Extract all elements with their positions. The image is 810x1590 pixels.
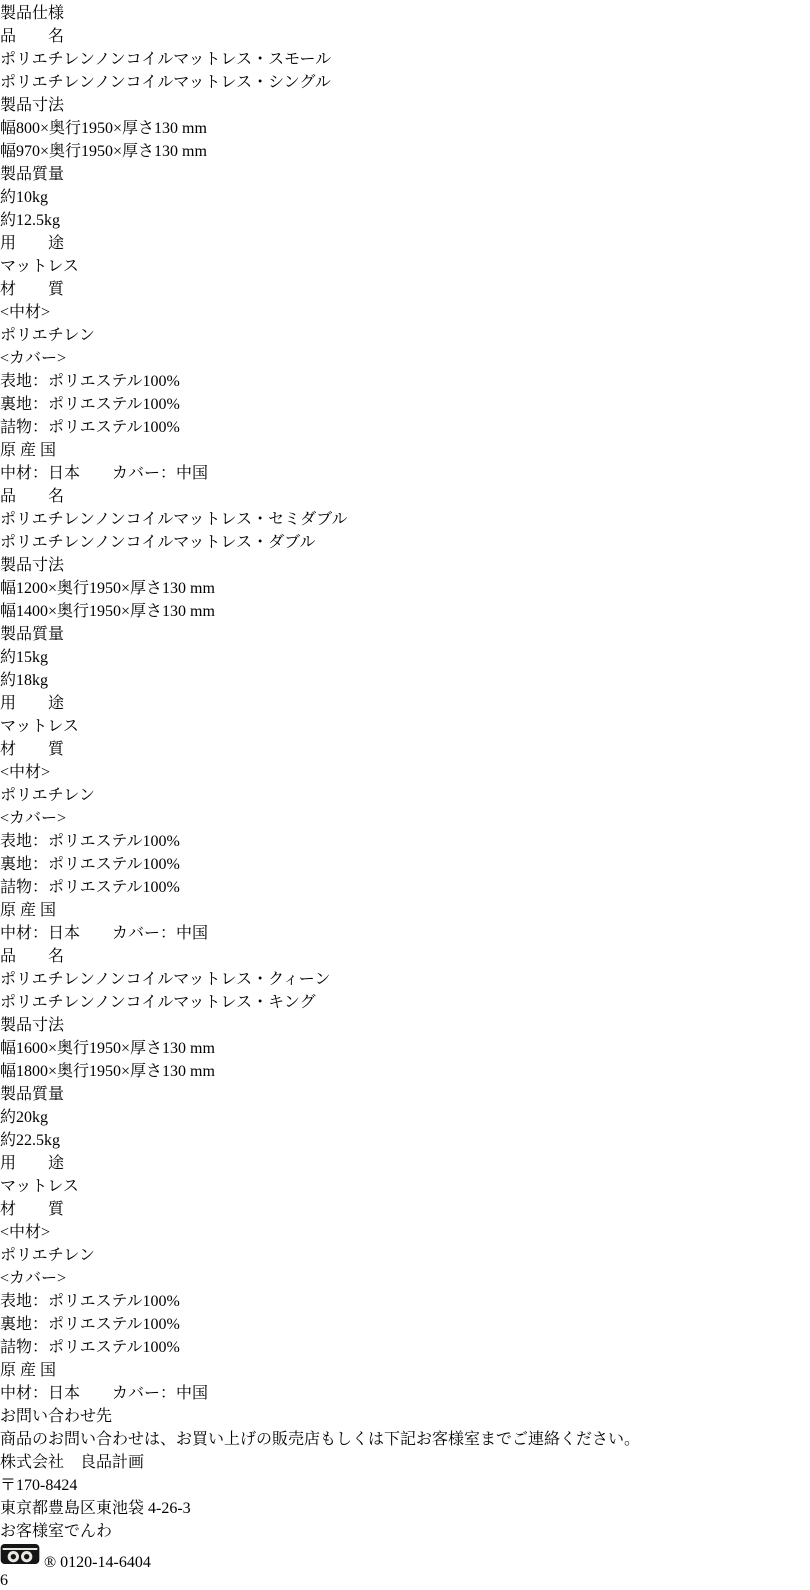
weight-right: 約18kg [0, 672, 49, 689]
material-cover-line: 詰物：ポリエステル100% [0, 1339, 180, 1356]
table-row-weight [0, 1081, 810, 1150]
table-row-name [0, 943, 810, 1012]
material-cell [0, 299, 810, 437]
material-cover-line: 裏地：ポリエステル100% [0, 396, 180, 413]
postal-code: 〒170-8424 [0, 1477, 78, 1494]
material-core-value: ポリエチレン [0, 1247, 95, 1264]
material-cover-line: 裏地：ポリエステル100% [0, 1316, 180, 1333]
company-address: 東京都豊島区東池袋 4-26-3 [0, 1500, 191, 1517]
row-label: 製品寸法 [0, 97, 65, 114]
customer-phone-box [0, 1518, 810, 1572]
row-label: 品 名 [0, 948, 65, 965]
product-name-left: ポリエチレンノンコイルマットレス・セミダブル [0, 511, 348, 528]
row-label: 材 質 [0, 281, 65, 298]
weight-right: 約12.5kg [0, 212, 61, 229]
table-row-origin [0, 897, 810, 943]
spec-table-semidouble-double [0, 483, 810, 943]
dimensions-left: 幅1200×奥行1950×厚さ130 mm [0, 580, 215, 597]
dimensions-right: 幅970×奥行1950×厚さ130 mm [0, 143, 207, 160]
company-block [0, 1449, 810, 1518]
contact-heading: お問い合わせ先 [0, 1408, 113, 1425]
row-label: 原 産 国 [0, 1362, 57, 1379]
material-core-title: <中材> [0, 1224, 51, 1241]
product-name-left: ポリエチレンノンコイルマットレス・クィーン [0, 971, 331, 988]
usage-value: マットレス [0, 258, 79, 275]
table-row-name [0, 23, 810, 92]
material-core [0, 299, 810, 345]
row-label: 製品寸法 [0, 1017, 65, 1034]
phone-number: 0120-14-6404 [60, 1554, 151, 1571]
material-core [0, 1219, 810, 1265]
table-row-name [0, 483, 810, 552]
weight-left: 約15kg [0, 649, 49, 666]
dimensions-right: 幅1800×奥行1950×厚さ130 mm [0, 1063, 215, 1080]
row-label: 用 途 [0, 1155, 65, 1172]
row-label: 原 産 国 [0, 902, 57, 919]
freedial-icon [0, 1554, 44, 1571]
material-cover-line: 表地：ポリエステル100% [0, 833, 180, 850]
dimensions-left: 幅1600×奥行1950×厚さ130 mm [0, 1040, 215, 1057]
table-row-usage [0, 230, 810, 276]
material-cover [0, 345, 810, 437]
material-cover-title: <カバー> [0, 350, 67, 367]
row-label: 用 途 [0, 235, 65, 252]
table-row-usage [0, 1150, 810, 1196]
dimensions-left: 幅800×奥行1950×厚さ130 mm [0, 120, 207, 137]
spec-table-queen-king [0, 943, 810, 1403]
row-label: 材 質 [0, 741, 65, 758]
material-cell [0, 1219, 810, 1357]
material-core [0, 759, 810, 805]
origin-value: 中材：日本 カバー：中国 [0, 925, 209, 942]
product-name-right: ポリエチレンノンコイルマットレス・ダブル [0, 534, 316, 551]
registered-mark: ® [44, 1554, 57, 1571]
material-cover-line: 裏地：ポリエステル100% [0, 856, 180, 873]
table-row-weight [0, 621, 810, 690]
table-row-usage [0, 690, 810, 736]
dimensions-right: 幅1400×奥行1950×厚さ130 mm [0, 603, 215, 620]
table-row-material [0, 276, 810, 437]
row-label: 品 名 [0, 488, 65, 505]
company-name: 株式会社 良品計画 [0, 1454, 145, 1471]
phone-row [0, 1541, 810, 1572]
row-label: 製品寸法 [0, 557, 65, 574]
material-cover-line: 詰物：ポリエステル100% [0, 879, 180, 896]
material-core-title: <中材> [0, 304, 51, 321]
weight-left: 約20kg [0, 1109, 49, 1126]
material-cover [0, 1265, 810, 1357]
material-core-value: ポリエチレン [0, 327, 95, 344]
material-cover-line: 表地：ポリエステル100% [0, 1293, 180, 1310]
contact-note: 商品のお問い合わせは、お買い上げの販売店もしくは下記お客様室までご連絡ください。 [0, 1431, 641, 1448]
spec-table-small-single [0, 23, 810, 483]
table-row-origin [0, 437, 810, 483]
row-label: 製品質量 [0, 1086, 65, 1103]
row-label: 用 途 [0, 695, 65, 712]
row-label: 製品質量 [0, 166, 65, 183]
product-name-left: ポリエチレンノンコイルマットレス・スモール [0, 51, 332, 68]
contact-row [0, 1449, 810, 1572]
page-number: 6 [0, 1572, 8, 1589]
usage-value: マットレス [0, 1178, 79, 1195]
material-cell [0, 759, 810, 897]
phone-box-label: お客様室でんわ [0, 1523, 113, 1540]
table-row-origin [0, 1357, 810, 1403]
table-row-dimensions [0, 552, 810, 621]
table-row-dimensions [0, 1012, 810, 1081]
product-name-right: ポリエチレンノンコイルマットレス・キング [0, 994, 316, 1011]
table-row-material [0, 736, 810, 897]
product-name-right: ポリエチレンノンコイルマットレス・シングル [0, 74, 331, 91]
row-label: 原 産 国 [0, 442, 57, 459]
origin-value: 中材：日本 カバー：中国 [0, 465, 209, 482]
usage-value: マットレス [0, 718, 79, 735]
material-core-title: <中材> [0, 764, 51, 781]
page-title: 製品仕様 [0, 5, 65, 22]
material-cover [0, 805, 810, 897]
weight-left: 約10kg [0, 189, 49, 206]
table-row-weight [0, 161, 810, 230]
weight-right: 約22.5kg [0, 1132, 61, 1149]
material-core-value: ポリエチレン [0, 787, 95, 804]
row-label: 品 名 [0, 28, 65, 45]
material-cover-line: 詰物：ポリエステル100% [0, 419, 180, 436]
table-row-material [0, 1196, 810, 1357]
row-label: 製品質量 [0, 626, 65, 643]
material-cover-line: 表地：ポリエステル100% [0, 373, 180, 390]
origin-value: 中材：日本 カバー：中国 [0, 1385, 209, 1402]
material-cover-title: <カバー> [0, 1270, 67, 1287]
row-label: 材 質 [0, 1201, 65, 1218]
table-row-dimensions [0, 92, 810, 161]
material-cover-title: <カバー> [0, 810, 67, 827]
